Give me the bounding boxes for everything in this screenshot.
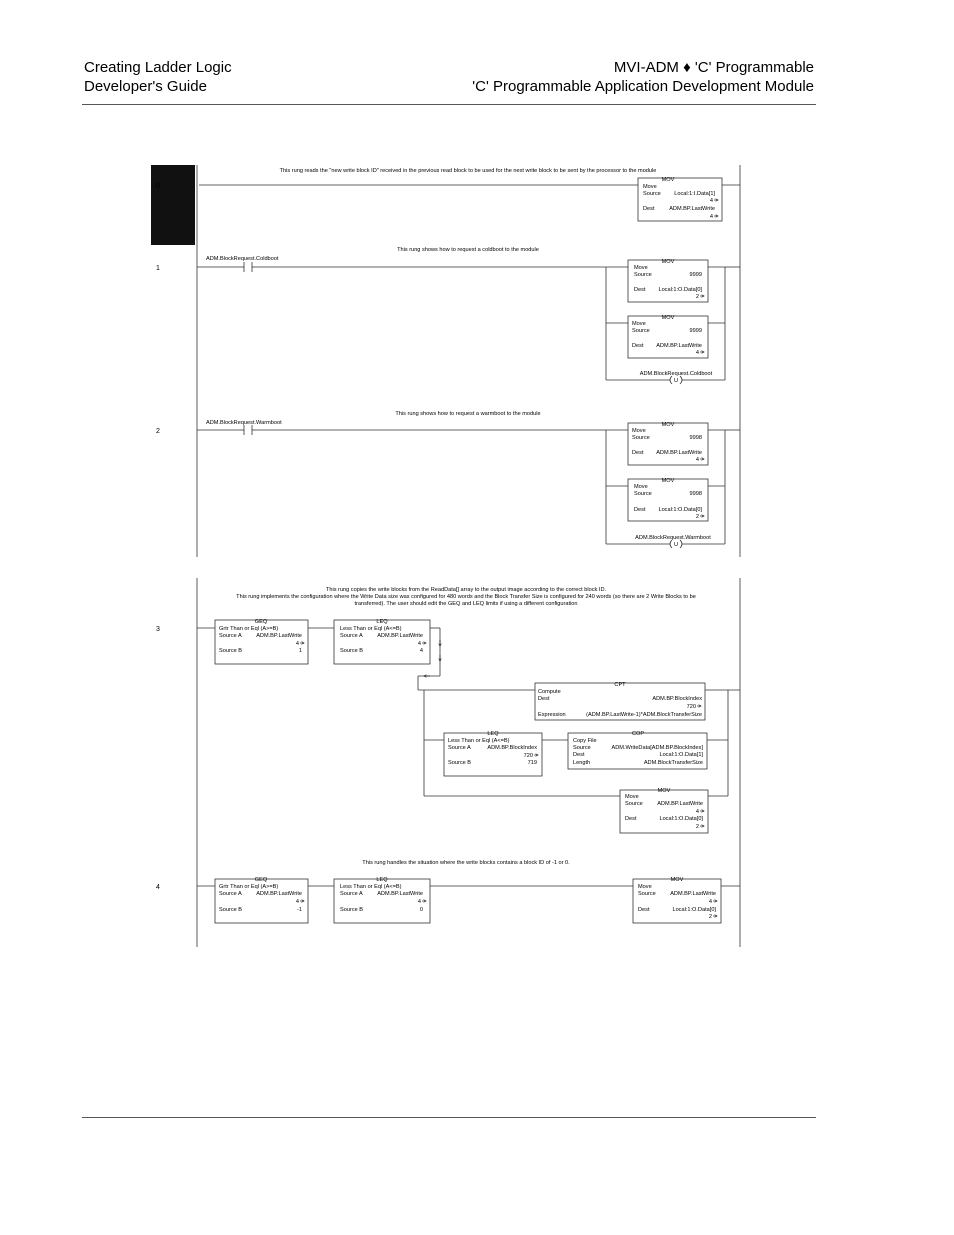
rung-comment: transferred). The user should edit the GEQ and LEQ limits if using a different configuration <box>354 601 578 607</box>
param-value: ADM.BP.LastWrite <box>377 891 423 897</box>
param-label: Source B <box>219 907 243 913</box>
param-value: ADM.BP.LastWrite <box>670 891 716 897</box>
param-value: ADM.BP.LastWrite <box>377 633 423 639</box>
product-description: 'C' Programmable Application Development Module <box>472 78 814 95</box>
param-live-value: 720 <box>523 753 533 759</box>
ladder-panel-1 <box>151 165 740 557</box>
param-live-value: 4 <box>709 198 713 204</box>
param-label: Dest <box>538 696 550 702</box>
param-value: ADM.BP.LastWrite <box>256 633 302 639</box>
block-mnemonic: LEQ <box>376 877 388 883</box>
warmboot-contact-symbol <box>240 425 256 435</box>
coil-type: U <box>673 542 679 548</box>
param-label: Source B <box>219 648 243 654</box>
rung-comment: This rung implements the configuration where the Write Data size was configured for 480 words and the Block Transfer Size is configured for 240 words (so there are 2 Write Blocks to be <box>236 594 696 600</box>
param-label: Dest <box>643 206 655 212</box>
block-title: Move <box>625 794 639 800</box>
param-label: Dest <box>634 287 646 293</box>
param-value: 9999 <box>689 328 702 334</box>
block-mnemonic: MOV <box>661 422 675 428</box>
param-value: ADM.BP.LastWrite <box>656 450 702 456</box>
contact-tag: ADM.BlockRequest.Warmboot <box>206 420 282 426</box>
block-mnemonic: MOV <box>670 877 684 883</box>
param-label: Source A <box>448 745 471 751</box>
param-label: Expression <box>538 712 566 718</box>
block-title: Copy File <box>573 738 597 744</box>
param-label: Dest <box>625 816 637 822</box>
block-title: Less Than or Eql (A<=B) <box>340 626 402 632</box>
block-title: Move <box>643 184 657 190</box>
param-live-value: 4 <box>695 809 699 815</box>
param-label: Source B <box>340 907 364 913</box>
coil-tag: ADM.BlockRequest.Warmboot <box>635 535 711 541</box>
block-mnemonic: MOV <box>661 259 675 265</box>
param-value: 4 <box>419 648 423 654</box>
param-value: Local:1:O.Data[1] <box>659 752 703 758</box>
block-title: Less Than or Eql (A<=B) <box>448 738 510 744</box>
block-title: Less Than or Eql (A<=B) <box>340 884 402 890</box>
contact-tag: ADM.BlockRequest.Coldboot <box>206 256 279 262</box>
document-title: Creating Ladder Logic <box>84 59 232 76</box>
param-label: Dest <box>634 507 646 513</box>
param-value: 719 <box>527 760 537 766</box>
param-value: ADM.BlockTransferSize <box>643 760 703 766</box>
param-label: Dest <box>632 450 644 456</box>
param-live-value: 2 <box>695 514 699 520</box>
rung-comment: This rung shows how to request a warmboot to the module <box>395 411 541 417</box>
param-label: Source <box>625 801 643 807</box>
rung-number: 2 <box>156 428 160 435</box>
param-live-value: 4 <box>295 641 299 647</box>
param-live-value: 2 <box>695 294 699 300</box>
block-title: Move <box>632 321 646 327</box>
param-label: Source A <box>340 633 363 639</box>
param-label: Dest <box>638 907 650 913</box>
param-value: ADM.BP.LastWrite <box>256 891 302 897</box>
param-value: Local:1:O.Data[0] <box>659 816 703 822</box>
param-live-value: 4 <box>417 899 421 905</box>
block-title: Grtr Than or Eql (A>=B) <box>219 884 279 890</box>
param-value: ADM.BP.LastWrite <box>657 801 703 807</box>
param-value: -1 <box>297 907 302 913</box>
block-title: Move <box>632 428 646 434</box>
param-value: 9998 <box>689 491 702 497</box>
param-value: (ADM.BP.LastWrite-1)*ADM.BlockTransferSize <box>586 712 702 718</box>
param-label: Source <box>632 328 650 334</box>
param-label: Source <box>632 435 650 441</box>
param-live-value: 2 <box>708 914 712 920</box>
param-label: Source A <box>219 891 242 897</box>
param-label: Source <box>638 891 656 897</box>
param-live-value: 4 <box>708 899 712 905</box>
block-mnemonic: MOV <box>661 478 675 484</box>
block-mnemonic: GEQ <box>254 619 268 625</box>
block-mnemonic: COP <box>631 731 645 737</box>
param-value: Local:1:O.Data[0] <box>672 907 716 913</box>
rung-0-selection-highlight <box>151 165 195 245</box>
param-label: Source B <box>448 760 472 766</box>
block-title: Compute <box>538 689 561 695</box>
param-value: ADM.BP.LastWrite <box>656 343 702 349</box>
block-mnemonic: LEQ <box>376 619 388 625</box>
block-title: Move <box>634 265 648 271</box>
param-label: Source <box>634 491 652 497</box>
block-mnemonic: GEQ <box>254 877 268 883</box>
param-label: Source <box>634 272 652 278</box>
block-title: Move <box>634 484 648 490</box>
rung-number: 4 <box>156 884 160 891</box>
param-label: Source A <box>219 633 242 639</box>
block-mnemonic: LEQ <box>487 731 499 737</box>
block-mnemonic: MOV <box>661 315 675 321</box>
param-label: Source <box>643 191 661 197</box>
rung-comment: This rung reads the "new write block ID" received in the previous read block to be used for the next write block to be sent by the processor to the module <box>279 168 657 174</box>
param-value: Local:1:O.Data[0] <box>658 507 702 513</box>
block-mnemonic: CPT <box>614 682 626 688</box>
block-title: Grtr Than or Eql (A>=B) <box>219 626 279 632</box>
param-value: ADM.WriteData[ADM.BP.BlockIndex] <box>611 745 703 751</box>
param-live-value: 4 <box>417 641 421 647</box>
rung-number: 0 <box>156 183 160 190</box>
param-value: ADM.BP.BlockIndex <box>652 696 702 702</box>
param-label: Length <box>573 760 591 766</box>
param-value: ADM.BP.LastWrite <box>669 206 715 212</box>
rung-comment: This rung handles the situation where the write blocks contains a block ID of -1 or 0. <box>362 860 570 866</box>
param-value: Local:1:O.Data[0] <box>658 287 702 293</box>
param-live-value: 720 <box>686 704 696 710</box>
block-mnemonic: MOV <box>657 788 671 794</box>
rung-comment: This rung copies the write blocks from the ReadData[] array to the output image according to the correct block ID. <box>325 587 607 593</box>
param-live-value: 4 <box>709 214 713 220</box>
param-label: Dest <box>573 752 585 758</box>
param-live-value: 2 <box>695 824 699 830</box>
param-live-value: 4 <box>695 457 699 463</box>
param-label: Source B <box>340 648 364 654</box>
document-subtitle: Developer's Guide <box>84 78 207 95</box>
param-label: Dest <box>632 343 644 349</box>
param-live-value: 4 <box>695 350 699 356</box>
block-title: Move <box>638 884 652 890</box>
rung-comment: This rung shows how to request a coldboot to the module <box>397 247 539 253</box>
param-value: 9998 <box>689 435 702 441</box>
param-value: 9999 <box>689 272 702 278</box>
rung-number: 3 <box>156 626 160 633</box>
param-value: 0 <box>419 907 423 913</box>
product-name: MVI-ADM ♦ 'C' Programmable <box>613 59 814 76</box>
param-label: Source <box>573 745 591 751</box>
coldboot-contact-symbol <box>240 262 256 272</box>
param-label: Source A <box>340 891 363 897</box>
param-value: ADM.BP.BlockIndex <box>487 745 537 751</box>
block-mnemonic: MOV <box>661 177 675 183</box>
param-live-value: 4 <box>295 899 299 905</box>
coil-type: U <box>673 378 679 384</box>
rung-number: 1 <box>156 265 160 272</box>
param-value: Local:1:I.Data[1] <box>674 191 715 197</box>
coil-tag: ADM.BlockRequest.Coldboot <box>639 371 713 377</box>
param-value: 1 <box>298 648 302 654</box>
